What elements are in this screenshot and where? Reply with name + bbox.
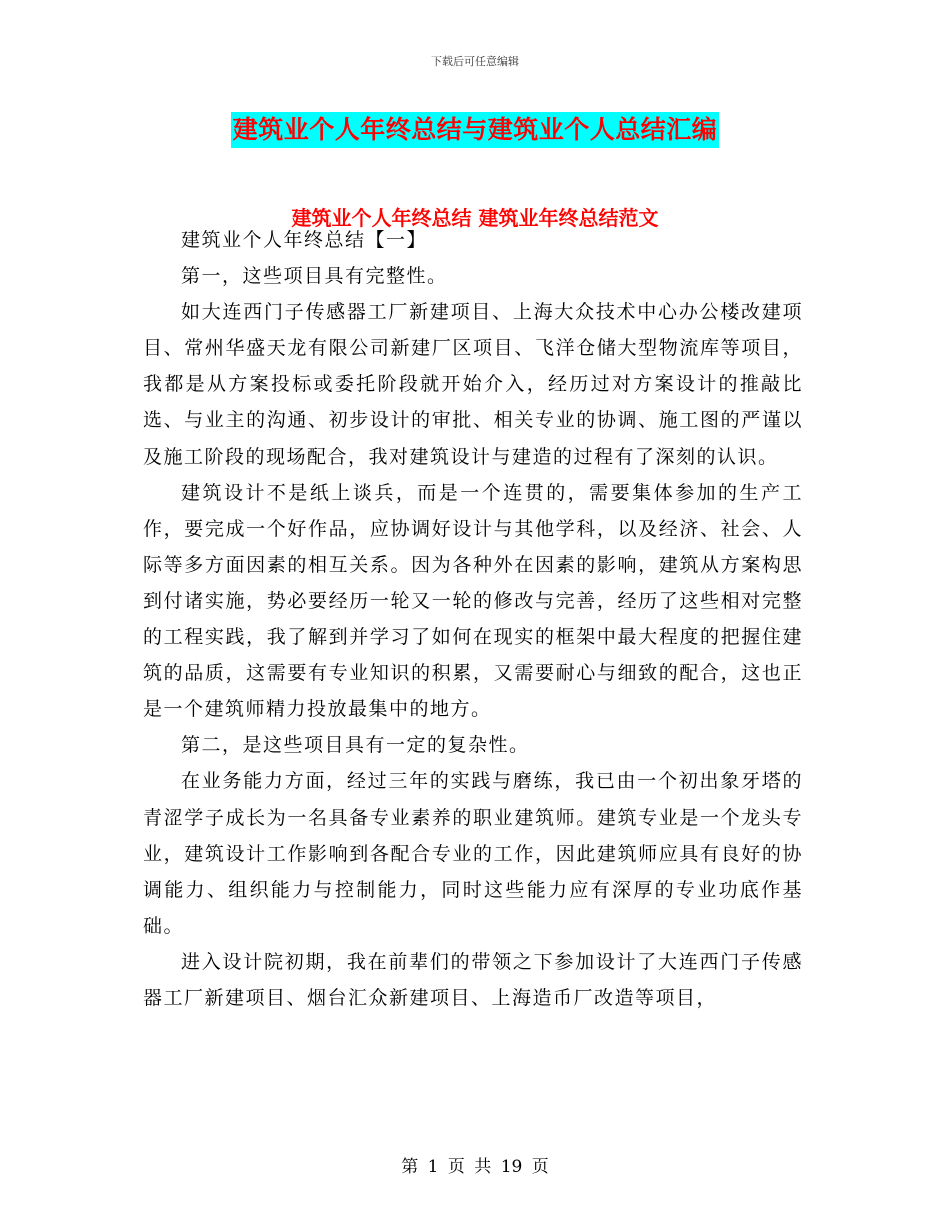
paragraph: 建筑设计不是纸上谈兵，而是一个连贯的，需要集体参加的生产工作，要完成一个好作品，应协调好设计与其他学科，以及经济、社会、人际等多方面因素的相互关系。因为各种外在因素的影响，建筑从方案构思到付诸实施，势必要经历一轮又一轮的修改与完善，经历了这些相对完整的工程实践，我了解到并学习了如何在现实的框架中最大程度的把握住建筑的品质，这需要有专业知识的积累，又需要耐心与细致的配合，这也正是一个建筑师精力投放最集中的地方。 (143, 481, 803, 721)
paragraph: 进入设计院初期，我在前辈们的带领之下参加设计了大连西门子传感器工厂新建项目、烟台汇众新建项目、上海造币厂改造等项目， (143, 950, 803, 1009)
paragraph: 在业务能力方面，经过三年的实践与磨练，我已由一个初出象牙塔的青涩学子成长为一名具备专业素养的职业建筑师。建筑专业是一个龙头专业，建筑设计工作影响到各配合专业的工作，因此建筑师应具有良好的协调能力、组织能力与控制能力，同时这些能力应有深厚的专业功底作基础。 (143, 770, 803, 937)
page-number: 第 1 页 共 19 页 (401, 1157, 549, 1177)
paragraph: 第二，是这些项目具有一定的复杂性。 (181, 734, 530, 757)
subtitle: 建筑业个人年终总结 建筑业年终总结范文 (291, 206, 659, 230)
main-title: 建筑业个人年终总结与建筑业个人总结汇编 (231, 112, 720, 148)
document-body (143, 222, 803, 1016)
page-header: 下载后可任意编辑 (431, 55, 519, 68)
paragraph: 如大连西门子传感器工厂新建项目、上海大众技术中心办公楼改建项目、常州华盛天龙有限公司新建厂区项目、飞洋仓储大型物流库等项目，我都是从方案投标或委托阶段就开始介入，经历过对方案设计的推敲比选、与业主的沟通、初步设计的审批、相关专业的协调、施工图的严谨以及施工阶段的现场配合，我对建筑设计与建造的过程有了深刻的认识。 (143, 301, 803, 468)
section-heading: 建筑业个人年终总结【一】 (181, 229, 428, 251)
paragraph: 第一，这些项目具有完整性。 (181, 265, 448, 288)
main-title-container (0, 112, 950, 148)
